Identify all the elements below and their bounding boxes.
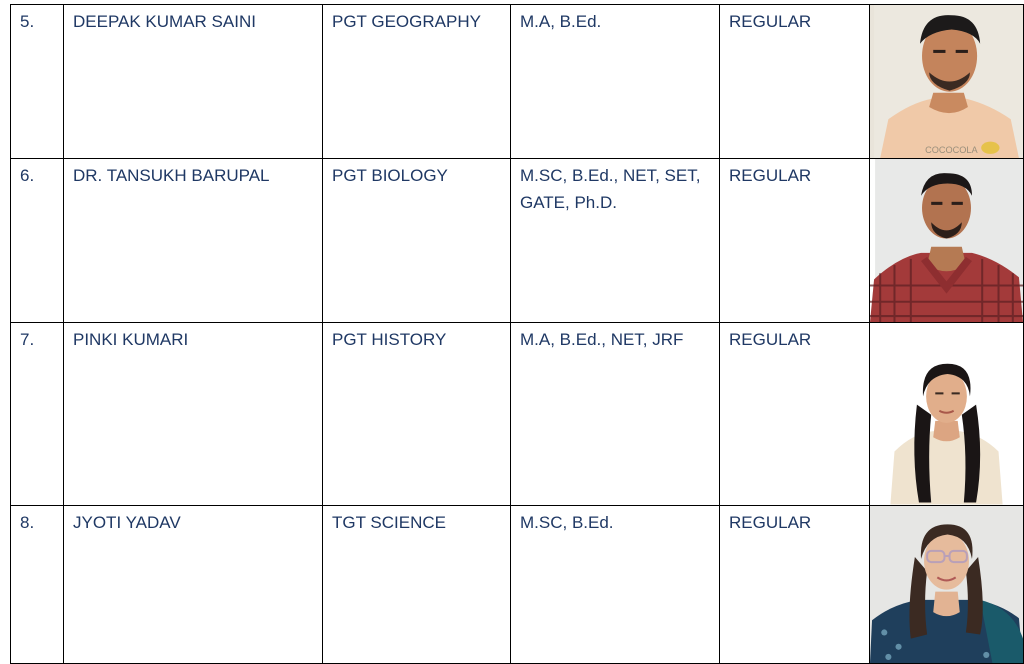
teacher-post: TGT SCIENCE (323, 505, 511, 663)
teacher-photo-image (870, 506, 1023, 663)
teacher-status: REGULAR (720, 323, 870, 506)
teacher-photo (870, 323, 1024, 506)
serial-number: 6. (11, 159, 64, 323)
teacher-post: PGT GEOGRAPHY (323, 5, 511, 159)
staff-table (10, 4, 1024, 664)
teacher-name: JYOTI YADAV (64, 505, 323, 663)
teacher-post: PGT BIOLOGY (323, 159, 511, 323)
teacher-post: PGT HISTORY (323, 323, 511, 506)
teacher-name: PINKI KUMARI (64, 323, 323, 506)
teacher-photo (870, 505, 1024, 663)
photo-shirt-text: COCOCOLA (925, 144, 978, 155)
teacher-qualification: M.A, B.Ed. (511, 5, 720, 159)
table-row (11, 505, 1024, 663)
teacher-photo-image (870, 159, 1023, 322)
serial-number: 8. (11, 505, 64, 663)
teacher-qualification: M.A, B.Ed., NET, JRF (511, 323, 720, 506)
table-row (11, 5, 1024, 159)
teacher-photo (870, 5, 1024, 159)
serial-number: 7. (11, 323, 64, 506)
teacher-photo (870, 159, 1024, 323)
table-row (11, 159, 1024, 323)
table-row (11, 323, 1024, 506)
teacher-name: DR. TANSUKH BARUPAL (64, 159, 323, 323)
teacher-photo-image (870, 323, 1023, 505)
teacher-photo-image (870, 5, 1023, 158)
teacher-qualification: M.SC, B.Ed. (511, 505, 720, 663)
teacher-status: REGULAR (720, 159, 870, 323)
teacher-status: REGULAR (720, 5, 870, 159)
teacher-qualification: M.SC, B.Ed., NET, SET, GATE, Ph.D. (511, 159, 720, 323)
teacher-name: DEEPAK KUMAR SAINI (64, 5, 323, 159)
serial-number: 5. (11, 5, 64, 159)
teacher-status: REGULAR (720, 505, 870, 663)
